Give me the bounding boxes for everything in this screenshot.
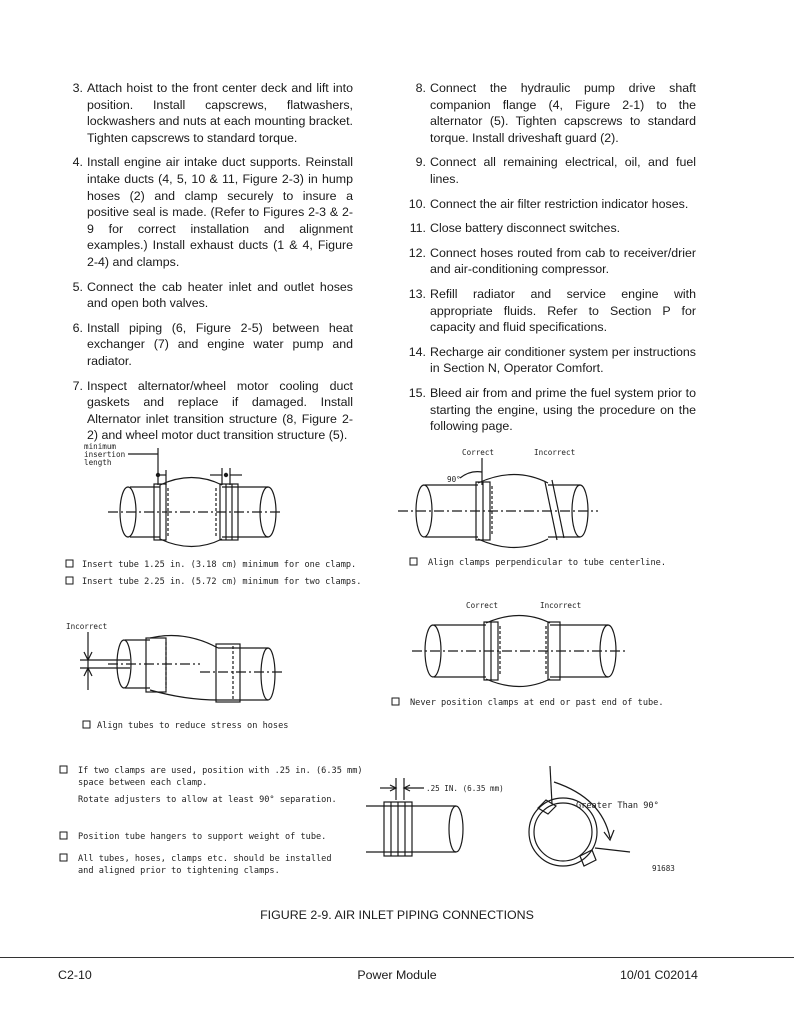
step-11: 11. Close battery disconnect switches. (409, 221, 621, 236)
panel-adjuster-separation (529, 766, 675, 873)
label-incorrect-alignment: Incorrect (66, 622, 108, 631)
step-10: 10. Connect the air filter restriction indicator hoses. (408, 196, 689, 211)
step-7: 7. Inspect alternator/wheel motor cooling duct gaskets and replace if damaged. Install Alternator inlet transition structure (8, Figure 2-2) and wheel motor duct transition structure (5). (72, 378, 353, 443)
step-15: 15. Bleed air from and prime the fuel system prior to starting the engine, using the procedure on the following page. (408, 385, 696, 434)
note-insert-two-clamps: Insert tube 2.25 in. (5.72 cm) minimum for two clamps. (82, 577, 362, 587)
label-correct: Correct (462, 448, 495, 457)
label-90-degrees: 90° (447, 475, 461, 484)
step-9: 9. Connect all remaining electrical, oil, and fuel lines. (415, 155, 696, 186)
footer-section-title: Power Module (357, 968, 437, 982)
figure-caption: FIGURE 2-9. AIR INLET PIPING CONNECTIONS (260, 908, 534, 922)
drawing-number: 91683 (652, 864, 675, 873)
panel-insertion-length (66, 442, 361, 587)
step-6: 6. Install piping (6, Figure 2-5) between heat exchanger (7) and engine water pump and radiator. (72, 320, 353, 368)
label-greater-than-90: Greater Than 90° (576, 801, 659, 811)
label-length: length (84, 458, 112, 467)
note-two-clamps-cont: space between each clamp. (78, 778, 208, 788)
panel-clamp-position (392, 601, 664, 708)
label-insertion: insertion (84, 450, 126, 459)
note-align-clamps: Align clamps perpendicular to tube centerline. (428, 558, 666, 568)
note-all-tubes: All tubes, hoses, clamps etc. should be installed (78, 854, 332, 864)
note-rotate-adjusters: Rotate adjusters to allow at least 90° separation. (78, 795, 337, 805)
panel-align-tubes (66, 622, 288, 731)
panel-clamp-spacing (366, 778, 504, 856)
label-correct-position: Correct (466, 601, 499, 610)
panel-general-notes (60, 766, 363, 876)
step-3: 3. Attach hoist to the front center deck and lift into position. Install capscrews, flatwashers, lockwashers and nuts at each mounting bracket. Tighten capscrews to standard torque. (72, 81, 353, 145)
footer-date-code: 10/01 C02014 (620, 968, 698, 982)
note-align-tubes: Align tubes to reduce stress on hoses (97, 721, 289, 731)
panel-align-clamps (398, 448, 666, 568)
note-tube-hangers: Position tube hangers to support weight of tube. (78, 832, 327, 842)
label-incorrect: Incorrect (534, 448, 576, 457)
label-spacing: .25 IN. (6.35 mm) (426, 784, 504, 793)
note-insert-one-clamp: Insert tube 1.25 in. (3.18 cm) minimum for one clamp. (82, 560, 357, 570)
footer-divider (0, 957, 794, 958)
note-all-tubes-cont: and aligned prior to tightening clamps. (78, 866, 280, 876)
step-12: 12. Connect hoses routed from cab to receiver/drier and air-conditioning compressor. (408, 245, 696, 277)
label-incorrect-position: Incorrect (540, 601, 582, 610)
step-13: 13. Refill radiator and service engine with appropriate fluids. Refer to Section P for capacity and fluid specifications. (408, 286, 696, 335)
note-never-position: Never position clamps at end or past end of tube. (410, 698, 664, 708)
note-two-clamps: If two clamps are used, position with .25 in. (6.35 mm) (78, 766, 363, 776)
step-4: 4. Install engine air intake duct supports. Reinstall intake ducts (4, 5, 10 & 11, Figure 2-3) in hump hoses (2) and clamp securely to insure a positive seal is made. (Refer to Figures 2-3 & 2-9 for correct installation and alignment examples.) Install exhaust ducts (1 & 4, Figure 2-4) and clamps. (72, 155, 353, 269)
label-minimum: minimum (84, 442, 117, 451)
step-8: 8. Connect the hydraulic pump drive shaft companion flange (4, Figure 2-1) to the alternator (5). Tighten capscrews to standard torque. Install driveshaft guard (2). (415, 81, 696, 145)
step-5: 5. Connect the cab heater inlet and outlet hoses and open both valves. (72, 279, 353, 311)
footer-page-number: C2-10 (58, 968, 92, 982)
step-14: 14. Recharge air conditioner system per instructions in Section N, Operator Comfort. (408, 344, 696, 376)
